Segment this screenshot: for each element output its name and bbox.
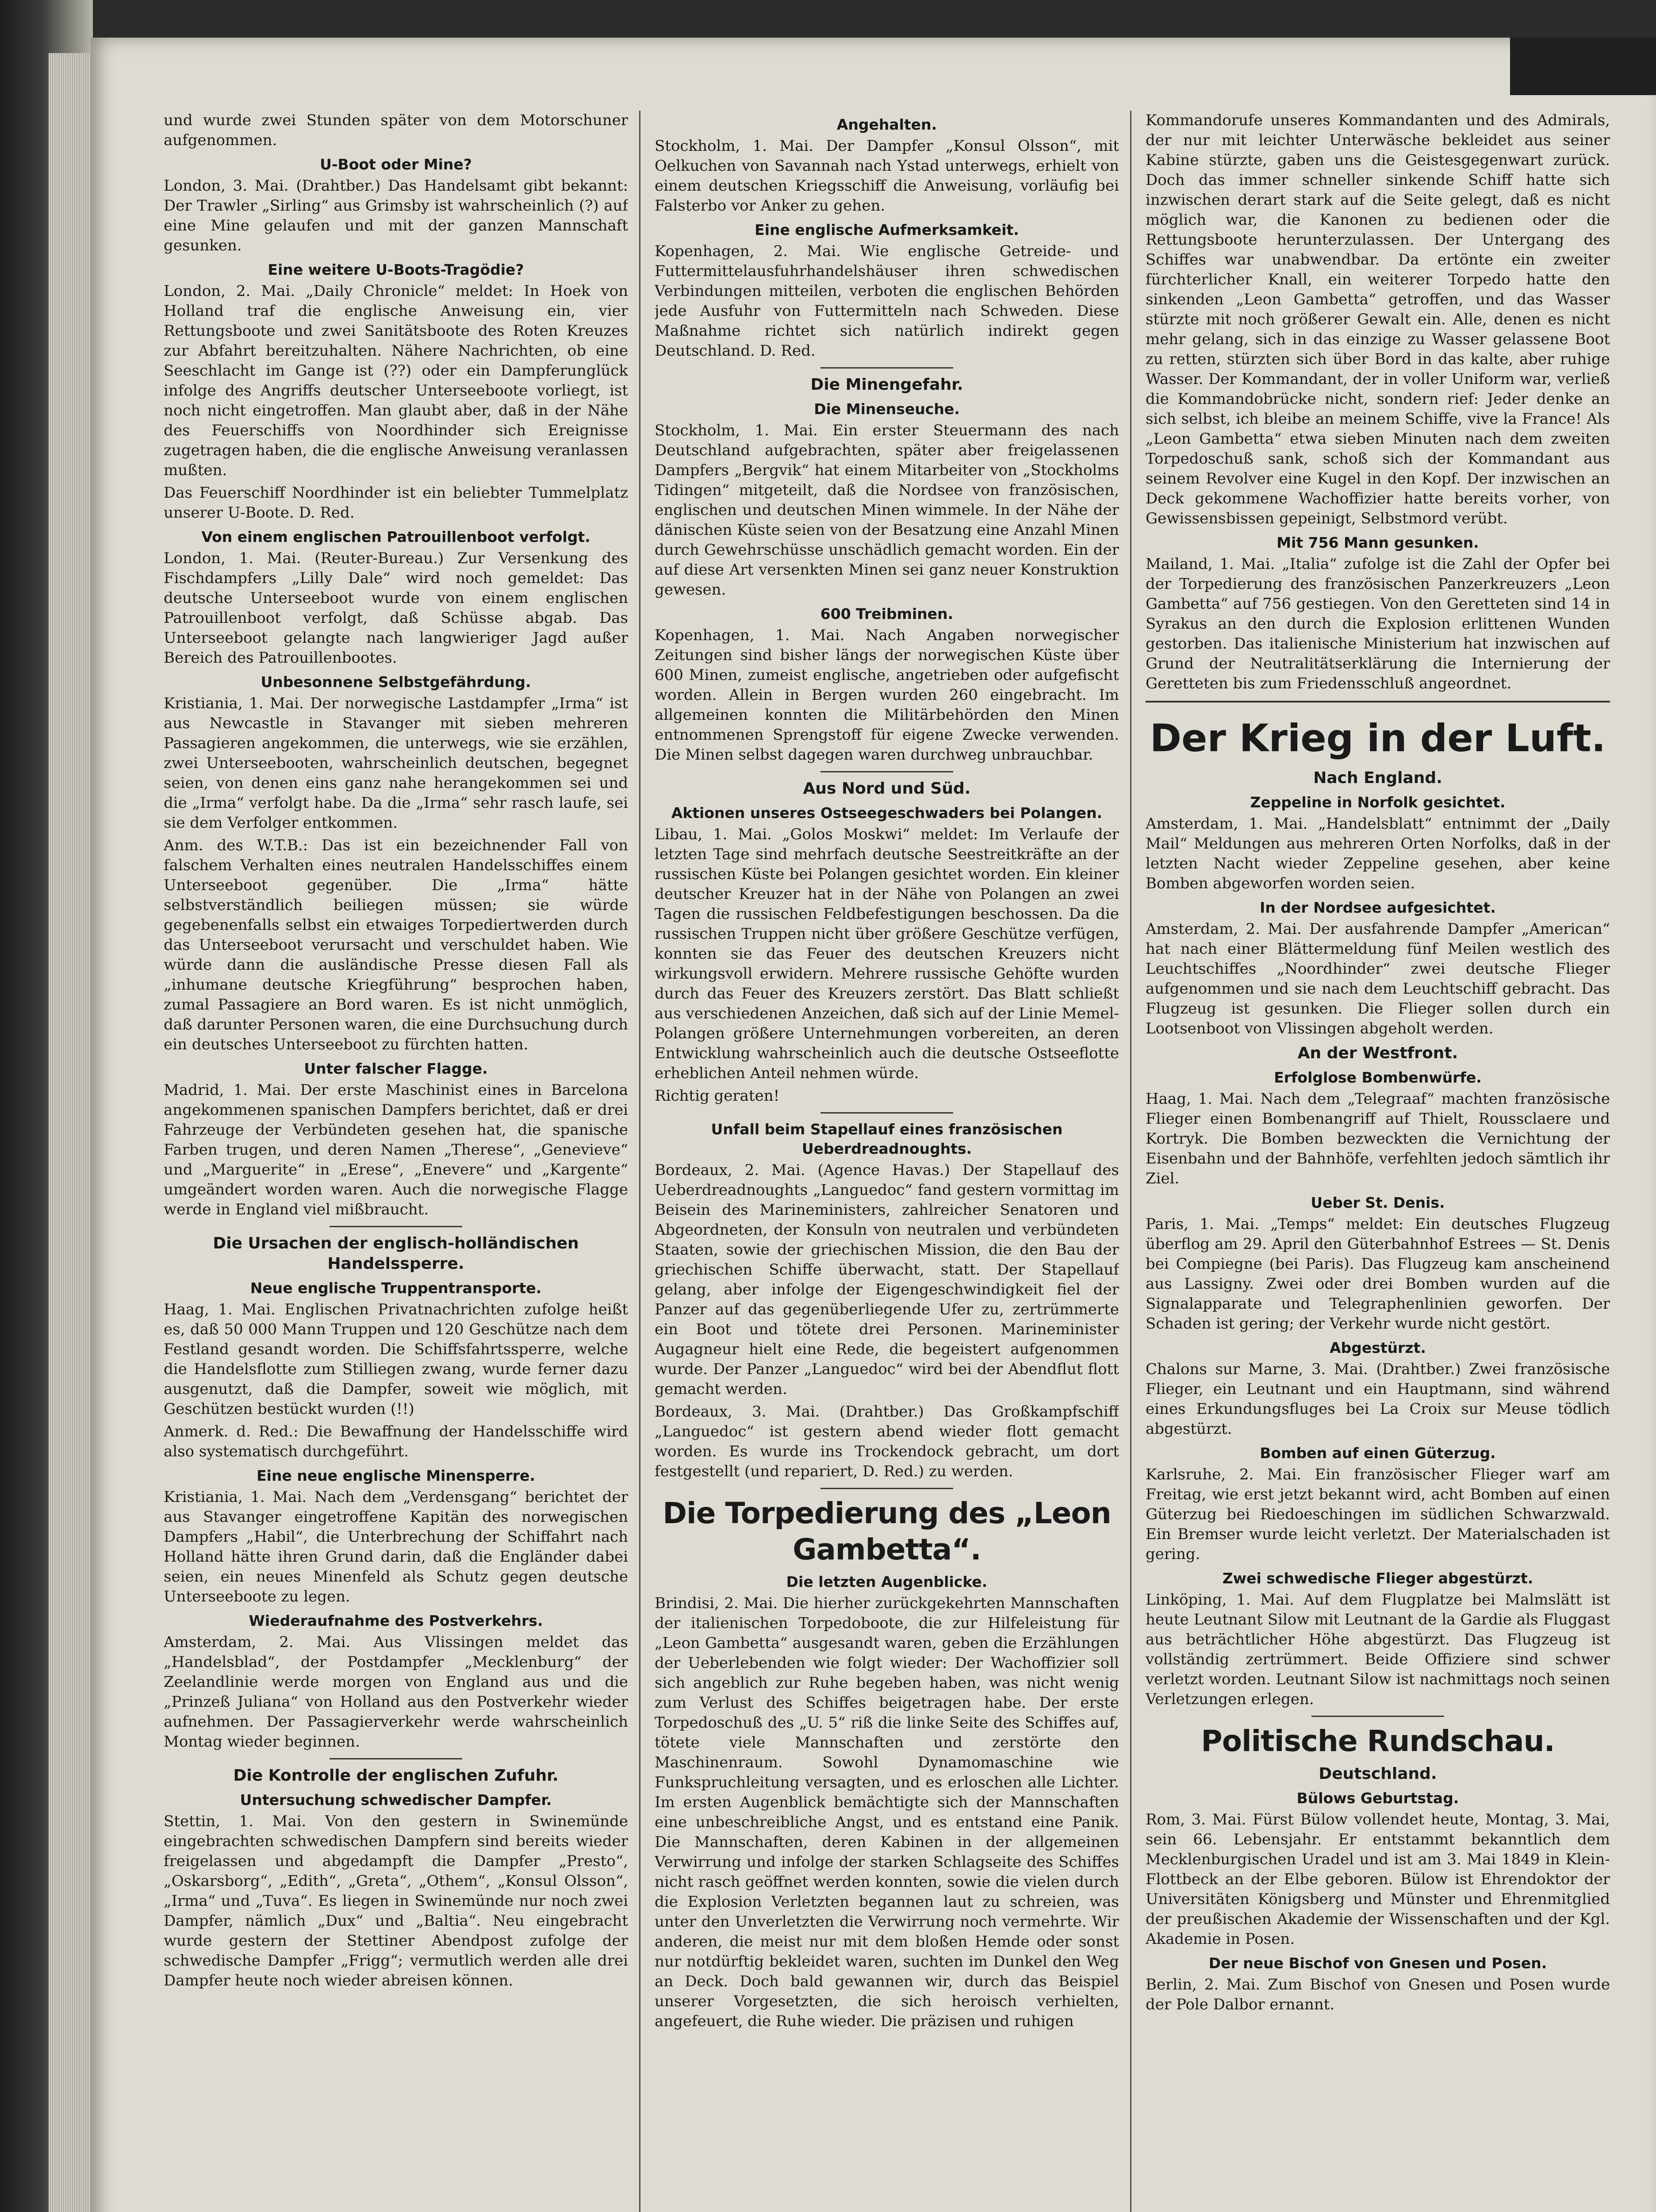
article-subheading: Eine englische Aufmerksamkeit.: [755, 221, 1019, 238]
article-subheading: In der Nordsee aufgesichtet.: [1260, 899, 1496, 916]
section-heading: Die Minengefahr.: [810, 376, 963, 394]
column-left: [164, 111, 628, 2212]
article-paragraph: Kristiania, 1. Mai. Nach dem „Verdensgang“ berichtet der aus Stavanger eingetroffene Kapitän des norwegischen Dampfers „Habil“, die Unterbrechung der Schiffahrt nach Holland hätte ihren Grund darin, daß die Engländer dabei seien, ein neues Minenfeld als Schutz gegen deutsche Unterseeboote zu legen.: [164, 1488, 628, 1605]
article-paragraph: Berlin, 2. Mai. Zum Bischof von Gnesen und Posen wurde der Pole Dalbor ernannt.: [1146, 1976, 1610, 2013]
article-paragraph: Amsterdam, 2. Mai. Der ausfahrende Dampfer „American“ hat nach einer Blättermeldung fünf Meilen westlich des Leuchtschiffes „Noordhinder“ zwei deutsche Flieger aufgenommen und sie nach dem Leuchtschiff gebracht. Das Flugzeug ist gesunken. Die Flieger sollen durch ein Lootsenboot von Vlissingen abgeholt werden.: [1146, 920, 1610, 1037]
article-paragraph: Bordeaux, 2. Mai. (Agence Havas.) Der Stapellauf des Ueberdreadnoughts „Languedoc“ fand gestern vormittag im Beisein des Marineministers, zahlreicher Senatoren und Abgeordneten, der Konsuln von neutralen und verbündeten Staaten, sowie der griechischen Mission, die den Bau der griechischen Schiffe überwacht, statt. Der Stapellauf gelang, aber infolge der Eigengeschwindigkeit fiel der Panzer auf das gegenüberliegende Ufer zu, zertrümmerte ein Boot und tötete drei Personen. Marineminister Augagneur hielt eine Rede, die begeistert aufgenommen wurde. Der Panzer „Languedoc“ wird bei der Abendflut flott gemacht werden.: [655, 1161, 1119, 1398]
separator-rule: [330, 1226, 462, 1227]
article-paragraph: Kommandorufe unseres Kommandanten und des Admirals, der nur mit leichter Unterwäsche bekleidet aus seiner Kabine stürzte, gaben uns die Geistesgegenwart zurück. Doch das immer schneller sinkende Schiff hatte sich inzwischen derart stark auf die Seite gelegt, daß es nicht möglich war, die Kanonen zu bedienen oder die Rettungsboote herunterzulassen. Der Untergang des Schiffes war unabwendbar. Da ertönte ein zweiter fürchterlicher Knall, ein weiterer Torpedo hatte den sinkenden „Leon Gambetta“ getroffen, und das Wasser stürzte mit noch größerer Gewalt ein. Alle, denen es nicht mehr gelang, sich in das einzige zu Wasser gelassene Boot zu retten, stürzten sich über Bord in das kalte, aber ruhige Wasser. Der Kommandant, der in voller Uniform war, verließ die Kommandobrücke nicht, sondern rief: Jeder denke an sich selbst, ich bleibe an meinem Schiffe, vive la France! Als „Leon Gambetta“ etwa sieben Minuten nach dem zweiten Torpedoschuß sank, schoß sich der Kommandant aus seinem Revolver eine Kugel in den Kopf. Der inzwischen an Deck gekommene Wachoffizier hatte bereits vorher, von Gewissensbissen gepeinigt, Selbstmord verübt.: [1146, 111, 1610, 527]
article-subheading: Bülows Geburtstag.: [1296, 1790, 1459, 1807]
section-heading: Die Torpedierung des „Leon Gambetta“.: [663, 1496, 1111, 1567]
article-paragraph: Kopenhagen, 1. Mai. Nach Angaben norwegischer Zeitungen sind bisher längs der norwegischen Küste über 600 Minen, zumeist englische, angetrieben oder aufgefischt worden. Allein in Bergen wurden 260 eingebracht. Im allgemeinen konnten die Militärbehörden den Minen entnommenen Sprengstoff für eigene Zwecke verwenden. Die Minen selbst dagegen waren durchweg unbrauchbar.: [655, 626, 1119, 764]
article-paragraph: Rom, 3. Mai. Fürst Bülow vollendet heute, Montag, 3. Mai, sein 66. Lebensjahr. Er entstammt bekanntlich dem Mecklenburgischen Uradel und ist am 3. Mai 1849 in Klein-Flottbeck an der Elbe geboren. Bülow ist Ehrendoktor der Universitäten Königsberg und Münster und Ehrenmitglied der preußischen Akademie der Wissenschaften und der Kgl. Akademie in Posen.: [1146, 1811, 1610, 1948]
separator-rule: [820, 1112, 953, 1114]
article-subheading: Die Minenseuche.: [814, 400, 960, 418]
article-paragraph: Paris, 1. Mai. „Temps“ meldet: Ein deutsches Flugzeug überflog am 29. April den Güterbahnhof Estrees — St. Denis bei Compiegne (bei Paris). Das Flugzeug kam anscheinend aus Lassigny. Zwei oder drei Bomben wurden auf die Signalapparate und Telegraphenlinien geworfen. Der Schaden ist gering; der Verkehr wurde nicht gestört.: [1146, 1215, 1610, 1333]
section-heading: An der Westfront.: [1297, 1044, 1458, 1062]
article-subheading: Die letzten Augenblicke.: [786, 1573, 988, 1590]
section-heading: Aus Nord und Süd.: [803, 780, 971, 798]
article-subheading: Eine neue englische Minensperre.: [257, 1467, 535, 1484]
article-subheading: 600 Treibminen.: [820, 605, 954, 622]
separator-rule: [1146, 701, 1610, 703]
article-paragraph: Haag, 1. Mai. Englischen Privatnachrichten zufolge heißt es, daß 50 000 Mann Truppen und 120 Geschütze nach dem Festland gesandt worden. Die Schiffsfahrtssperre, welche die Handelsflotte zum Stilliegen zwang, wurde ferner dazu ausgenutzt, daß die Dampfer, soweit wie möglich, mit Geschützen bestückt wurden (!!): [164, 1301, 628, 1418]
article-paragraph: London, 2. Mai. „Daily Chronicle“ meldet: In Hoek von Holland traf die englische Anweisung ein, vier Rettungsboote und zwei Sanitätsboote des Roten Kreuzes zur Abfahrt bereitzuhalten. Nähere Nachrichten, ob eine Seeschlacht im Gange ist (??) oder ein Dampferunglück infolge des Angriffs deutscher Unterseeboote vorliegt, ist noch nicht eingetroffen. Man glaubt aber, daß in der Nähe des Feuerschiffs von Noordhinder sich Ereignisse zugetragen haben, die die englische Anweisung veranlassen mußten.: [164, 282, 628, 479]
column-middle: [655, 111, 1119, 2212]
column-rule: [639, 111, 640, 2212]
article-paragraph: Amsterdam, 1. Mai. „Handelsblatt“ entnimmt der „Daily Mail“ Meldungen aus mehreren Orten Norfolks, daß in der letzten Nacht wieder Zeppeline gesehen, aber keine Bomben abgeworfen worden seien.: [1146, 815, 1610, 892]
separator-rule: [1311, 1716, 1444, 1717]
article-subheading: Unbesonnene Selbstgefährdung.: [261, 673, 531, 691]
article-paragraph: Karlsruhe, 2. Mai. Ein französischer Flieger warf am Freitag, wie erst jetzt bekannt wird, acht Bomben auf einen Güterzug bei Riedoeschingen im südlichen Schwarzwald. Ein Bremser wurde leicht verletzt. Der Materialschaden ist gering.: [1146, 1466, 1610, 1563]
article-subheading: Unter falscher Flagge.: [304, 1060, 488, 1077]
article-paragraph: Anmerk. d. Red.: Die Bewaffnung der Handelsschiffe wird also systematisch durchgeführt.: [164, 1423, 628, 1460]
separator-rule: [820, 1488, 953, 1489]
article-paragraph: London, 1. Mai. (Reuter-Bureau.) Zur Versenkung des Fischdampfers „Lilly Dale“ wird noch gemeldet: Das deutsche Unterseeboot wurde von einem englischen Patrouillenboot verfolgt, daß Schüsse abgab. Das Unterseeboot gelangte nach langwieriger Jagd außer Bereich des Patrouillenbootes.: [164, 549, 628, 667]
article-subheading: Bomben auf einen Güterzug.: [1260, 1444, 1496, 1462]
article-subheading: Untersuchung schwedischer Dampfer.: [240, 1791, 552, 1809]
article-paragraph: Anm. des W.T.B.: Das ist ein bezeichnender Fall von falschem Verhalten eines neutralen Handelsschiffes einem Unterseeboot gegenüber. Die „Irma“ hätte selbstverständlich beiliegen müssen; sie würde gegebenenfalls selbst ein etwaiges Torpediertwerden durch das Unterseeboot verursacht und verschuldet haben. Wie würde dann die ausländische Presse diesen Fall als „inhumane deutsche Kriegführung“ besprochen haben, zumal Passagiere an Bord waren. Es ist nicht unmöglich, daß darunter Personen waren, die eine Durchsuchung durch ein deutsches Unterseeboot zu fürchten hatten.: [164, 837, 628, 1053]
article-subheading: Wiederaufnahme des Postverkehrs.: [249, 1612, 543, 1629]
article-subheading: Angehalten.: [836, 116, 937, 133]
separator-rule: [330, 1758, 462, 1759]
article-paragraph: Richtig geraten!: [655, 1087, 780, 1105]
article-paragraph: Haag, 1. Mai. Nach dem „Telegraaf“ machten französische Flieger einen Bombenangriff auf Thielt, Roussclaere und Kortryk. Die Bomben bezweckten die Vernichtung der Eisenbahn und der Bahnhöfe, verfehlten jedoch sämtlich ihr Ziel.: [1146, 1090, 1610, 1187]
article-paragraph: Stettin, 1. Mai. Von den gestern in Swinemünde eingebrachten schwedischen Dampfern sind bereits wieder freigelassen und abgedampft die Dampfer „Presto“, „Oskarsborg“, „Edith“, „Greta“, „Othem“, „Konsul Olsson“, „Irma“ und „Tuva“. Es liegen in Swinemünde nur noch zwei Dampfer, nämlich „Dux“ und „Baltia“. Neu eingebracht wurde gestern der Stettiner Abendpost zufolge der schwedische Dampfer „Frigg“; vermutlich werden alle drei Dampfer heute noch wieder abreisen können.: [164, 1813, 628, 1989]
article-subheading: Der neue Bischof von Gnesen und Posen.: [1208, 1955, 1547, 1972]
section-heading: Die Kontrolle der englischen Zufuhr.: [233, 1767, 559, 1785]
article-paragraph: Libau, 1. Mai. „Golos Moskwi“ meldet: Im Verlaufe der letzten Tage sind mehrfach deutsche Seestreitkräfte an der russischen Küste bei Polangen gesichtet worden. Ein kleiner deutscher Kreuzer hat in der Nähe von Polangen an zwei Tagen die russischen Feldbefestigungen beschossen. Da die russischen Truppen nicht über größere Geschütze verfügen, konnten sie das Feuer des deutschen Kreuzers nicht wirkungsvoll erwidern. Mehrere russische Gehöfte wurden durch das Feuer des Kreuzers zerstört. Das Blatt schließt aus verschiedenen Anzeichen, daß sich auf der Linie Memel-Polangen größere Unternehmungen vorbereiten, an deren Entwicklung wahrscheinlich auch die deutsche Ostseeflotte erheblichen Anteil nehmen würde.: [655, 826, 1119, 1082]
article-paragraph: Stockholm, 1. Mai. Ein erster Steuermann des nach Deutschland aufgebrachten, später aber freigelassenen Dampfers „Bergvik“ hat einem Mitarbeiter von „Stockholms Tidingen“ mitgeteilt, daß die Nordsee von französischen, englischen und deutschen Minen wimmele. In der Nähe der dänischen Küste seien von der Besatzung eine Anzahl Minen durch Gewehrschüsse unschädlich gemacht worden. Ein der auf diese Art versenkten Minen sei ganz neuer Konstruktion gewesen.: [655, 422, 1119, 599]
article-subheading: Eine weitere U-Boots-Tragödie?: [268, 261, 524, 278]
section-heading: Die Ursachen der englisch-holländischen Handelssperre.: [213, 1234, 579, 1273]
article-paragraph: und wurde zwei Stunden später von dem Motorschuner aufgenommen.: [164, 111, 628, 149]
article-paragraph: Kristiania, 1. Mai. Der norwegische Lastdampfer „Irma“ ist aus Newcastle in Stavanger mit sieben mehreren Passagieren angekommen, die unterwegs, wie sie erzählen, zwei Unterseebooten, wahrscheinlich deutschen, begegnet seien, von denen eins ganz nahe herangekommen sei und die „Irma“ verfolgt habe. Da die „Irma“ sehr rasch laufe, sei sie dem Verfolger entkommen.: [164, 695, 628, 832]
article-subheading: Zeppeline in Norfolk gesichtet.: [1250, 794, 1506, 811]
article-paragraph: Madrid, 1. Mai. Der erste Maschinist eines in Barcelona angekommenen spanischen Dampfers berichtet, daß er drei Fahrzeuge der Verbündeten gesehen hat, die spanische Farben trugen, und deren Namen „Therese“, „Genevieve“ und „Marguerite“ in „Erese“, „Enevere“ und „Kargente“ umgeändert worden waren. Auch die norwegische Flagge werde in England viel mißbraucht.: [164, 1081, 628, 1218]
article-paragraph: Stockholm, 1. Mai. Der Dampfer „Konsul Olsson“, mit Oelkuchen von Savannah nach Ystad unterwegs, erhielt von einem deutschen Kriegsschiff die Anweisung, vorläufig bei Falsterbo vor Anker zu gehen.: [655, 137, 1119, 215]
article-paragraph: Mailand, 1. Mai. „Italia“ zufolge ist die Zahl der Opfer bei der Torpedierung des französischen Panzerkreuzers „Leon Gambetta“ auf 756 gestiegen. Von den Geretteten sind 14 in Syrakus an den durch die Explosion erlittenen Wunden gestorben. Das italienische Ministerium hat inzwischen auf Grund der Neutralitätserklärung die Internierung der Geretteten bis zum Friedensschluß angeordnet.: [1146, 555, 1610, 692]
article-paragraph: Brindisi, 2. Mai. Die hierher zurückgekehrten Mannschaften der italienischen Torpedoboote, die zur Hilfeleistung für „Leon Gambetta“ ausgesandt waren, geben die Erzählungen der Ueberlebenden wie folgt wieder: Der Wachoffizier soll sich angeblich zur Ruhe begeben haben, was nicht wenig zum Verlust des Schiffes beigetragen habe. Der erste Torpedoschuß des „U. 5“ riß die linke Seite des Schiffes auf, tötete viele Mannschaften und zerstörte den Maschinenraum. Sowohl Dynamomaschine wie Funkspruchleitung versagten, und es erloschen alle Lichter. Im ersten Augenblick bemächtigte sich der Mannschaften eine unbeschreibliche Angst, und es entstand eine Panik. Die Mannschaften, deren Kabinen in der allgemeinen Verwirrung und infolge der starken Schlagseite des Schiffes nicht rasch geöffnet werden konnten, sowie die vielen durch die Explosion Verletzten begannen laut zu schreien, was unter den Unverletzten die Verwirrung noch vermehrte. Wir anderen, die meist nur mit dem bloßen Hemde oder sonst nur notdürftig bekleidet waren, suchten im Dunkel den Weg an Deck. Doch bald gewannen wir, durch das Beispiel unserer Vorgesetzten, die sich heroisch verhielten, angefeuert, die Ruhe wieder. Die präzisen und ruhigen: [655, 1594, 1119, 2030]
article-subheading: Zwei schwedische Flieger abgestürzt.: [1222, 1570, 1533, 1587]
article-paragraph: London, 3. Mai. (Drahtber.) Das Handelsamt gibt bekannt: Der Trawler „Sirling“ aus Grimsby ist wahrscheinlich (?) auf eine Mine gelaufen und mit der ganzen Mannschaft gesunken.: [164, 177, 628, 254]
article-subheading: Ueber St. Denis.: [1311, 1194, 1445, 1211]
section-heading: Nach England.: [1313, 769, 1442, 787]
section-heading: Der Krieg in der Luft.: [1150, 716, 1606, 760]
column-rule: [1130, 111, 1131, 2212]
separator-rule: [820, 367, 953, 369]
scan-background-corner: [1510, 38, 1656, 95]
article-paragraph: Das Feuerschiff Noordhinder ist ein beliebter Tummelplatz unserer U-Boote. D. Red.: [164, 484, 628, 522]
article-paragraph: Linköping, 1. Mai. Auf dem Flugplatze bei Malmslätt ist heute Leutnant Silow mit Leutnant de la Gardie als Fluggast aus beträchtlicher Höhe abgestürzt. Das Flugzeug ist vollständig zertrümmert. Beide Offiziere sind schwer verletzt worden. Leutnant Silow ist nachmittags noch seinen Verletzungen erlegen.: [1146, 1591, 1610, 1708]
article-subheading: Mit 756 Mann gesunken.: [1276, 534, 1479, 551]
article-subheading: U-Boot oder Mine?: [320, 156, 472, 173]
article-paragraph: Chalons sur Marne, 3. Mai. (Drahtber.) Zwei französische Flieger, ein Leutnant und ein Hauptmann, sind während eines Erkundungsfluges bei La Croix sur Meuse tödlich abgestürzt.: [1146, 1360, 1610, 1438]
article-subheading: Von einem englischen Patrouillenboot verfolgt.: [201, 528, 590, 545]
article-subheading: Erfolglose Bombenwürfe.: [1274, 1069, 1482, 1086]
article-subheading: Abgestürzt.: [1330, 1339, 1426, 1356]
section-heading: Deutschland.: [1319, 1765, 1437, 1783]
column-right: [1146, 111, 1610, 2212]
separator-rule: [820, 771, 953, 772]
article-paragraph: Kopenhagen, 2. Mai. Wie englische Getreide- und Futtermittelausfuhrhandelshäuser ihren schwedischen Verbindungen mitteilen, verboten die englischen Behörden jede Ausfuhr von Futtermitteln nach Schweden. Diese Maßnahme richtet sich natürlich indirekt gegen Deutschland. D. Red.: [655, 242, 1119, 360]
article-subheading: Neue englische Truppentransporte.: [250, 1279, 542, 1297]
article-subheading: Aktionen unseres Ostseegeschwaders bei Polangen.: [671, 804, 1103, 822]
article-paragraph: Bordeaux, 3. Mai. (Drahtber.) Das Großkampfschiff „Languedoc“ ist gestern abend wieder flott gemacht worden. Es wurde ins Trockendock gebracht, um dort festgestellt (und repariert, D. Red.) zu werden.: [655, 1403, 1119, 1480]
article-paragraph: Amsterdam, 2. Mai. Aus Vlissingen meldet das „Handelsblad“, der Postdampfer „Mecklenburg“ der Zeelandlinie werde morgen von England aus und die „Prinzeß Juliana“ von Holland aus den Postverkehr wieder aufnehmen. Der Passagierverkehr werde wahrscheinlich Montag wieder beginnen.: [164, 1633, 628, 1751]
section-heading: Politische Rundschau.: [1201, 1724, 1555, 1758]
article-subheading: Unfall beim Stapellauf eines französischen Ueberdreadnoughts.: [711, 1121, 1063, 1157]
